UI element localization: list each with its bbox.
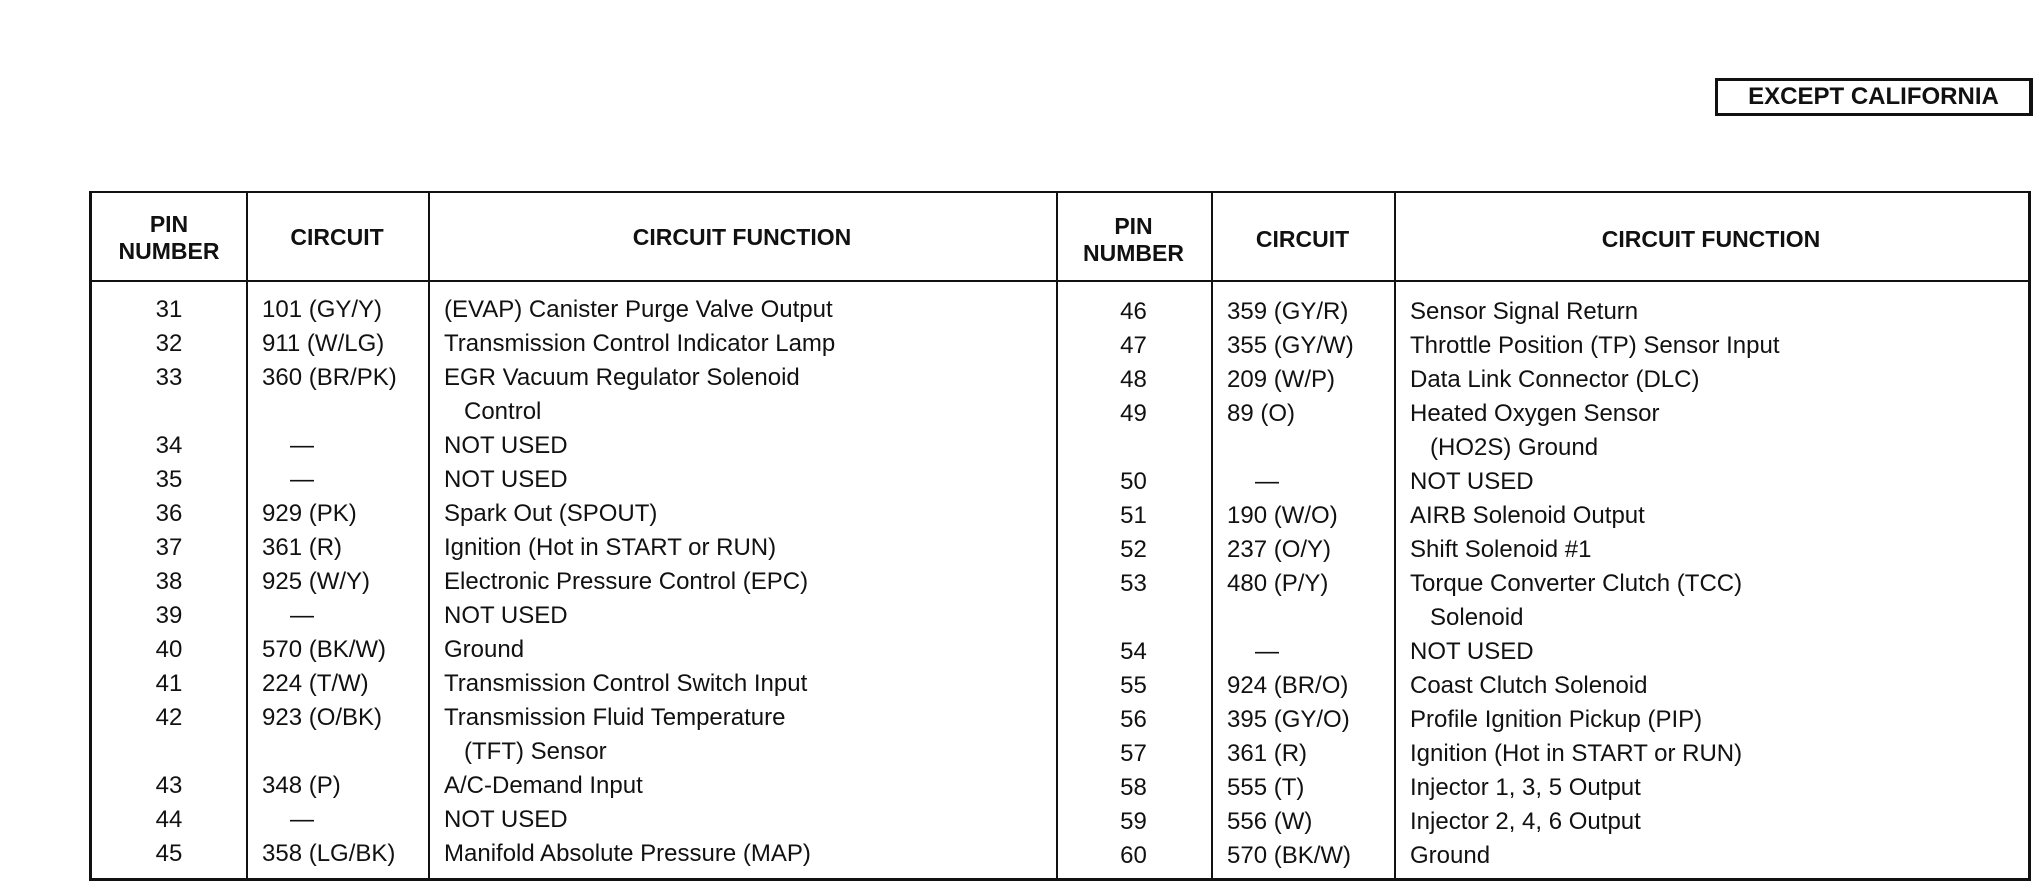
pin-number: 46 xyxy=(1120,298,1147,325)
circuit-function xyxy=(444,497,657,531)
header-pin-number-right: PIN NUMBER xyxy=(1083,213,1184,266)
circuit-function xyxy=(444,429,568,463)
circuit-code: 361 (R) xyxy=(1227,740,1308,767)
circuit-function-text: Electronic Pressure Control (EPC) xyxy=(444,568,809,595)
circuit-function-text: Ignition (Hot in START or RUN) xyxy=(444,534,777,561)
pin-number: 60 xyxy=(1120,842,1147,869)
circuit-function xyxy=(444,769,643,803)
pin-number: 42 xyxy=(155,704,183,731)
circuit-function-continuation: (TFT) Sensor xyxy=(464,738,607,765)
circuit-code: 480 (P/Y) xyxy=(1227,570,1329,597)
circuit-function-text: Coast Clutch Solenoid xyxy=(1410,672,1648,699)
circuit-code: 358 (LG/BK) xyxy=(262,840,396,867)
circuit-code: 361 (R) xyxy=(262,534,343,561)
pin-number: 35 xyxy=(155,466,183,493)
circuit-code: — xyxy=(290,466,314,493)
circuit-code: 570 (BK/W) xyxy=(1227,842,1352,869)
circuit-function-text: Ground xyxy=(444,636,525,663)
circuit-code: 89 (O) xyxy=(1227,400,1296,427)
pin-number: 52 xyxy=(1120,536,1147,563)
column-divider xyxy=(428,193,430,878)
pin-table xyxy=(89,191,2031,881)
circuit-function-text: Transmission Fluid Temperature xyxy=(444,704,786,731)
circuit-code: 570 (BK/W) xyxy=(262,636,387,663)
header-circuit-function-left: CIRCUIT FUNCTION xyxy=(632,224,852,250)
circuit-function xyxy=(1410,567,1742,635)
circuit-code: 359 (GY/R) xyxy=(1227,298,1349,325)
circuit-function xyxy=(444,803,568,837)
circuit-function-text: A/C-Demand Input xyxy=(444,772,643,799)
circuit-code: 923 (O/BK) xyxy=(262,704,383,731)
circuit-code: — xyxy=(290,432,314,459)
circuit-code: — xyxy=(290,602,314,629)
circuit-function xyxy=(1410,363,1699,397)
pin-number: 43 xyxy=(155,772,183,799)
circuit-function-text: NOT USED xyxy=(444,466,568,493)
circuit-function xyxy=(444,361,800,429)
circuit-code: 911 (W/LG) xyxy=(262,330,385,357)
circuit-function-text: Ground xyxy=(1410,842,1491,869)
circuit-code: 237 (O/Y) xyxy=(1227,536,1332,563)
pin-number: 58 xyxy=(1120,774,1147,801)
circuit-function-text: Injector 1, 3, 5 Output xyxy=(1410,774,1641,801)
circuit-function-text: (EVAP) Canister Purge Valve Output xyxy=(444,296,833,323)
circuit-function xyxy=(444,667,807,701)
header-pin-number-left: PIN NUMBER xyxy=(118,211,220,264)
circuit-function xyxy=(1410,805,1641,839)
pin-number: 45 xyxy=(155,840,183,867)
circuit-function-text: Heated Oxygen Sensor xyxy=(1410,400,1660,427)
circuit-function-text: AIRB Solenoid Output xyxy=(1410,502,1645,529)
circuit-code: 924 (BR/O) xyxy=(1227,672,1349,699)
circuit-function xyxy=(1410,635,1534,669)
circuit-function-text: Transmission Control Switch Input xyxy=(444,670,808,697)
pin-number: 39 xyxy=(155,602,183,629)
pin-number: 50 xyxy=(1120,468,1147,495)
circuit-function-continuation: Solenoid xyxy=(1430,604,1524,631)
circuit-function xyxy=(444,837,811,871)
pin-number: 57 xyxy=(1120,740,1147,767)
except-california-badge: EXCEPT CALIFORNIA xyxy=(1715,78,2033,116)
circuit-function-text: EGR Vacuum Regulator Solenoid xyxy=(444,364,800,391)
circuit-code: 101 (GY/Y) xyxy=(262,296,383,323)
pin-number: 53 xyxy=(1120,570,1147,597)
circuit-function-text: Throttle Position (TP) Sensor Input xyxy=(1410,332,1780,359)
pin-number: 33 xyxy=(155,364,183,391)
circuit-code: 355 (GY/W) xyxy=(1227,332,1354,359)
circuit-code: 360 (BR/PK) xyxy=(262,364,397,391)
circuit-code: 556 (W) xyxy=(1227,808,1313,835)
circuit-function-continuation: (HO2S) Ground xyxy=(1430,434,1599,461)
pin-number: 41 xyxy=(155,670,183,697)
pin-number: 55 xyxy=(1120,672,1147,699)
pin-number: 48 xyxy=(1120,366,1147,393)
circuit-function-continuation: Control xyxy=(464,398,542,425)
column-divider xyxy=(246,193,248,878)
header-circuit-right: CIRCUIT xyxy=(1255,226,1350,252)
pin-number: 40 xyxy=(155,636,183,663)
circuit-function xyxy=(444,463,568,497)
pin-number: 49 xyxy=(1120,400,1147,427)
circuit-function-text: Data Link Connector (DLC) xyxy=(1410,366,1700,393)
circuit-function xyxy=(444,701,785,769)
circuit-function-text: Shift Solenoid #1 xyxy=(1410,536,1592,563)
circuit-code: 929 (PK) xyxy=(262,500,357,527)
circuit-code: — xyxy=(1255,468,1279,495)
circuit-code: 925 (W/Y) xyxy=(262,568,371,595)
pin-number: 54 xyxy=(1120,638,1147,665)
circuit-function xyxy=(1410,771,1641,805)
circuit-function-text: NOT USED xyxy=(444,806,568,833)
circuit-function xyxy=(444,531,776,565)
circuit-function-text: Torque Converter Clutch (TCC) xyxy=(1410,570,1743,597)
pin-number: 59 xyxy=(1120,808,1147,835)
header-rule xyxy=(92,280,2028,282)
circuit-function xyxy=(1410,397,1659,465)
circuit-function xyxy=(1410,329,1780,363)
circuit-code: 209 (W/P) xyxy=(1227,366,1336,393)
circuit-function xyxy=(444,565,808,599)
circuit-function xyxy=(1410,465,1534,499)
circuit-code: — xyxy=(1255,638,1279,665)
circuit-function xyxy=(1410,703,1702,737)
circuit-code: — xyxy=(290,806,314,833)
circuit-function xyxy=(444,599,568,633)
circuit-code: 395 (GY/O) xyxy=(1227,706,1350,733)
column-divider xyxy=(1394,193,1396,878)
circuit-function xyxy=(1410,295,1638,329)
circuit-function-text: Manifold Absolute Pressure (MAP) xyxy=(444,840,811,867)
header-circuit-function-right: CIRCUIT FUNCTION xyxy=(1601,226,1821,252)
circuit-code: 224 (T/W) xyxy=(262,670,369,697)
column-divider xyxy=(1211,193,1213,878)
circuit-function-text: Ignition (Hot in START or RUN) xyxy=(1410,740,1743,767)
pin-number: 56 xyxy=(1120,706,1147,733)
pin-number: 31 xyxy=(155,296,183,323)
pin-number: 51 xyxy=(1120,502,1147,529)
pin-number: 47 xyxy=(1120,332,1147,359)
circuit-function-text: NOT USED xyxy=(444,432,568,459)
circuit-function-text: Sensor Signal Return xyxy=(1410,298,1639,325)
circuit-function-text: NOT USED xyxy=(1410,468,1534,495)
circuit-function xyxy=(1410,737,1742,771)
pin-number: 34 xyxy=(155,432,183,459)
circuit-function-text: Injector 2, 4, 6 Output xyxy=(1410,808,1641,835)
circuit-function xyxy=(444,293,833,327)
pin-number: 32 xyxy=(155,330,183,357)
pin-number: 38 xyxy=(155,568,183,595)
circuit-function-text: Profile Ignition Pickup (PIP) xyxy=(1410,706,1703,733)
circuit-function-text: Spark Out (SPOUT) xyxy=(444,500,658,527)
pin-number: 37 xyxy=(155,534,183,561)
circuit-function-text: NOT USED xyxy=(1410,638,1534,665)
circuit-function-text: NOT USED xyxy=(444,602,568,629)
pin-number: 44 xyxy=(155,806,183,833)
circuit-function-text: Transmission Control Indicator Lamp xyxy=(444,330,836,357)
circuit-code: 348 (P) xyxy=(262,772,341,799)
circuit-code: 555 (T) xyxy=(1227,774,1305,801)
circuit-function xyxy=(1410,499,1645,533)
circuit-function xyxy=(1410,669,1647,703)
circuit-function xyxy=(444,633,524,667)
circuit-function xyxy=(444,327,835,361)
circuit-function xyxy=(1410,533,1591,567)
circuit-code: 190 (W/O) xyxy=(1227,502,1338,529)
header-circuit-left: CIRCUIT xyxy=(290,224,384,250)
circuit-function xyxy=(1410,839,1490,873)
pin-number: 36 xyxy=(155,500,183,527)
